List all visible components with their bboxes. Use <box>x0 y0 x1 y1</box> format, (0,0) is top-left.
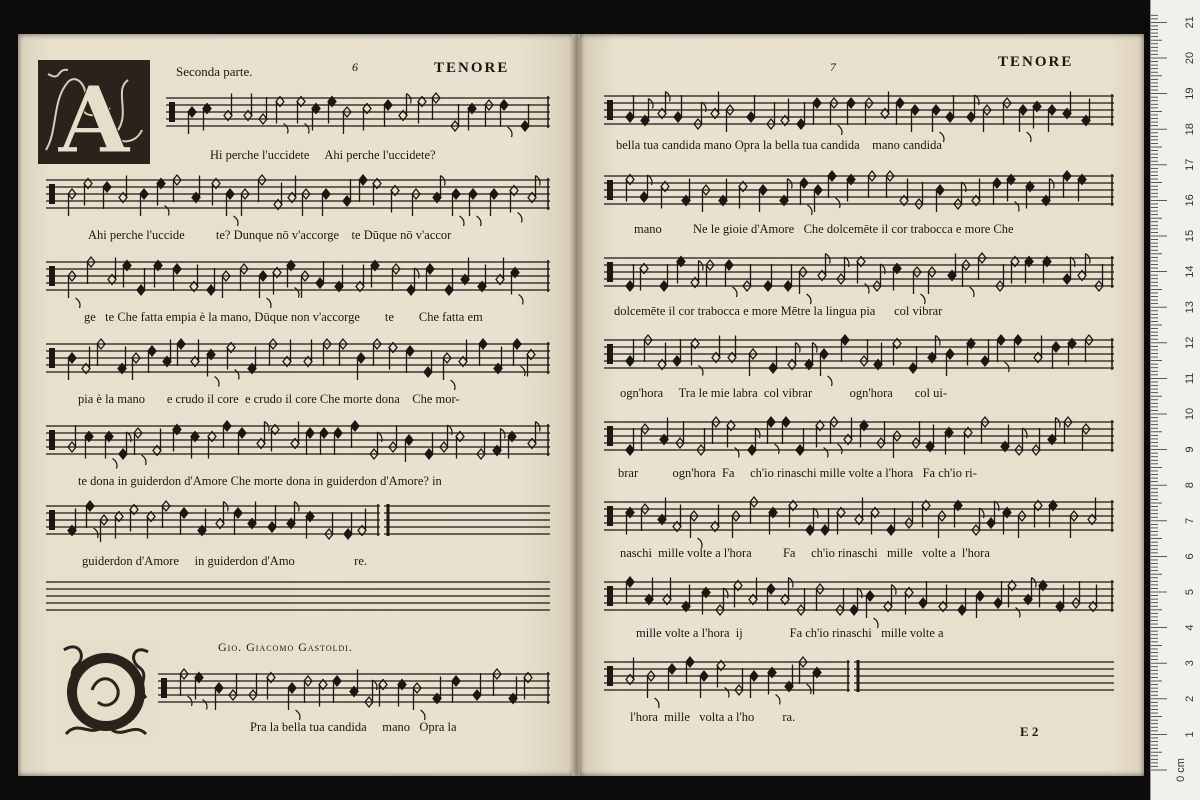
clef-mark <box>161 678 167 698</box>
lyric-line: guiderdon d'Amore in guiderdon d'Amo re. <box>82 554 368 568</box>
ruler-number: 2 <box>1184 695 1196 702</box>
ruler-number: 16 <box>1184 194 1196 207</box>
clef-mark <box>49 266 55 286</box>
note <box>767 584 775 594</box>
note <box>479 339 487 349</box>
note <box>68 353 76 363</box>
voice-label-left: TENORE <box>434 60 510 76</box>
note <box>119 449 127 459</box>
ruler-number: 21 <box>1184 16 1196 29</box>
lyric-line: Hi perche l'uccidete Ahi perche l'uccidete? <box>210 148 436 162</box>
ruler-number: 13 <box>1184 301 1196 314</box>
note <box>626 112 634 122</box>
note <box>936 185 944 195</box>
note <box>821 525 829 535</box>
note <box>384 100 392 110</box>
ruler-number: 9 <box>1184 446 1196 453</box>
note <box>850 605 858 615</box>
note <box>946 349 954 359</box>
note <box>796 445 804 455</box>
lyric-line: naschi mille volte a l'hora Fa ch'io rinaschi mille volte a l'hora <box>620 546 990 560</box>
note <box>137 285 145 295</box>
lyric-line: ge te Che fatta empia è la mano, Dūque non v'accorge te Che fatta em <box>84 310 483 324</box>
note <box>673 356 681 366</box>
note <box>215 683 223 693</box>
note <box>452 676 460 686</box>
initial-a-icon <box>38 60 150 164</box>
clef-mark <box>49 184 55 204</box>
lyric-line: brar ogn'hora Fa ch'io rinaschi mille volte a l'hora Fa ch'io ri- <box>618 466 977 480</box>
clef-mark <box>49 510 55 530</box>
note <box>660 281 668 291</box>
note <box>513 339 521 349</box>
lyric-line: l'hora mille volta a l'ho ra. <box>630 710 796 724</box>
note <box>234 508 242 518</box>
staff-r6 <box>604 497 1114 548</box>
staff-r7 <box>604 577 1114 628</box>
composer-name: Gio. Giacomo Gastoldi. <box>218 640 353 654</box>
note <box>407 285 415 295</box>
note <box>967 112 975 122</box>
note <box>424 367 432 377</box>
staff-r8-empty <box>854 662 1114 690</box>
lyric-line: Pra la bella tua candida mano Opra la <box>250 720 457 734</box>
staff-empty <box>46 582 550 610</box>
staff-2 <box>46 175 550 226</box>
ruler-number: 12 <box>1184 336 1196 349</box>
note <box>764 281 772 291</box>
note <box>177 339 185 349</box>
note <box>626 445 634 455</box>
note <box>1019 105 1027 115</box>
ruler-number: 15 <box>1184 229 1196 243</box>
lyric-line: mille volte a l'hora ij Fa ch'io rinaschi mille volte a <box>636 626 944 640</box>
note <box>784 281 792 291</box>
note <box>405 435 413 445</box>
staff-4 <box>46 339 550 390</box>
note <box>896 98 904 108</box>
note <box>148 346 156 356</box>
clef-mark <box>607 344 613 364</box>
note <box>334 428 342 438</box>
ruler-number: 18 <box>1184 123 1196 136</box>
note <box>425 449 433 459</box>
ruler-number: 8 <box>1184 482 1196 489</box>
note <box>140 189 148 199</box>
note <box>207 285 215 295</box>
note <box>911 105 919 115</box>
ruler-number: 14 <box>1184 265 1196 278</box>
note <box>797 119 805 129</box>
note <box>1014 335 1022 345</box>
note <box>333 676 341 686</box>
clef-mark <box>607 506 613 526</box>
decorated-initial-a <box>38 60 150 164</box>
clef-mark <box>169 102 175 122</box>
note <box>406 346 414 356</box>
note <box>750 671 758 681</box>
lyric-line: Ahi perche l'uccide te? Dunque nō v'accorge te Dūque nō v'accor <box>88 228 452 242</box>
ruler-ticks <box>1151 0 1200 800</box>
staff-7 <box>158 669 550 720</box>
note <box>946 112 954 122</box>
right-page <box>580 34 1144 776</box>
note <box>909 363 917 373</box>
note <box>748 445 756 455</box>
note <box>445 285 453 295</box>
lyric-line: ogn'hora Tra le mie labra col vibrar ogn'hora col ui- <box>620 386 948 400</box>
note <box>351 421 359 431</box>
signature-mark: E 2 <box>1020 724 1039 739</box>
note <box>987 518 995 528</box>
staff-5 <box>46 421 550 469</box>
note <box>322 189 330 199</box>
note <box>316 278 324 288</box>
note <box>1048 105 1056 115</box>
clef-mark <box>49 348 55 368</box>
note <box>759 185 767 195</box>
left-page <box>18 34 574 776</box>
ruler-number: 20 <box>1184 51 1196 65</box>
note <box>344 529 352 539</box>
clef-mark <box>607 426 613 446</box>
ruler-number: 1 <box>1184 731 1196 738</box>
note <box>828 171 836 181</box>
clef-mark <box>607 262 613 282</box>
ruler-number: 10 <box>1184 407 1196 421</box>
note <box>359 175 367 185</box>
header-seconda-parte: Seconda parte. <box>176 64 253 79</box>
note <box>993 178 1001 188</box>
ruler-number: 5 <box>1184 588 1196 596</box>
note <box>841 335 849 345</box>
staff-r3 <box>604 253 1114 304</box>
note <box>800 178 808 188</box>
note <box>976 591 984 601</box>
note <box>226 189 234 199</box>
note <box>180 508 188 518</box>
note <box>173 264 181 274</box>
ruler-number: 4 <box>1184 624 1196 631</box>
note <box>452 189 460 199</box>
ruler-number: 6 <box>1184 553 1196 560</box>
note <box>343 196 351 206</box>
lyric-line: pia è la mano e crudo il core e crudo il core Che morte dona Che mor- <box>78 392 460 406</box>
note <box>223 421 231 431</box>
note <box>866 591 874 601</box>
note <box>640 192 648 202</box>
note <box>674 112 682 122</box>
note <box>188 107 196 117</box>
note <box>747 112 755 122</box>
note <box>259 271 267 281</box>
note <box>997 335 1005 345</box>
staff-r5 <box>604 417 1114 458</box>
note <box>626 577 634 587</box>
note <box>426 264 434 274</box>
note <box>700 671 708 681</box>
note <box>1063 171 1071 181</box>
staff-1 <box>166 93 550 137</box>
note <box>469 189 477 199</box>
staff-r1 <box>604 92 1114 143</box>
note <box>103 182 111 192</box>
note <box>320 428 328 438</box>
note <box>500 100 508 110</box>
note <box>806 525 814 535</box>
page-number-right: 7 <box>830 60 836 74</box>
note <box>782 417 790 427</box>
note <box>813 98 821 108</box>
ruler-number: 11 <box>1184 372 1196 385</box>
decorated-initial-o <box>58 640 154 742</box>
note <box>958 605 966 615</box>
ruler-number: 17 <box>1184 158 1196 171</box>
note <box>769 363 777 373</box>
voice-label-right: TENORE <box>998 54 1074 70</box>
lyric-line: bella tua candida mano Opra la bella tua candida mano candida <box>616 138 942 152</box>
note <box>932 105 940 115</box>
ruler-number: 7 <box>1184 517 1196 524</box>
ruler-number: 19 <box>1184 87 1196 100</box>
note <box>1063 274 1071 284</box>
note <box>994 598 1002 608</box>
lyric-line: te dona in guiderdon d'Amore Che morte dona in guiderdon d'Amore? in <box>78 474 442 488</box>
clef-mark <box>607 666 613 686</box>
note <box>686 657 694 667</box>
note <box>490 189 498 199</box>
ruler-number: 3 <box>1184 660 1196 667</box>
note <box>238 428 246 438</box>
staff-r8 <box>604 657 850 708</box>
clef-mark <box>49 430 55 450</box>
staff-r2 <box>604 171 1114 215</box>
note <box>814 185 822 195</box>
staff-6 <box>46 501 380 542</box>
clef-mark <box>607 586 613 606</box>
note <box>626 281 634 291</box>
staff-6-empty <box>384 506 550 534</box>
note <box>668 664 676 674</box>
note <box>820 349 828 359</box>
note <box>288 683 296 693</box>
initial-o-icon <box>58 640 154 742</box>
note <box>847 98 855 108</box>
note <box>306 428 314 438</box>
measurement-ruler <box>1150 0 1200 800</box>
clef-mark <box>607 180 613 200</box>
note <box>473 690 481 700</box>
lyric-line: dolcemēte il cor trabocca e more Mētre la lingua pia col vibrar <box>614 304 943 318</box>
staff-r4 <box>604 335 1114 386</box>
note <box>521 121 529 131</box>
ruler-unit-label: 0 cm <box>1174 758 1187 782</box>
clef-mark <box>607 100 613 120</box>
note <box>887 525 895 535</box>
note <box>919 598 927 608</box>
note <box>626 356 634 366</box>
note <box>1052 342 1060 352</box>
note <box>86 501 94 511</box>
note <box>981 356 989 366</box>
note <box>357 353 365 363</box>
page-number-left: 6 <box>352 60 358 74</box>
lyric-line: mano Ne le gioie d'Amore Che dolcemēte il cor trabocca e more Che <box>634 222 1014 236</box>
note <box>268 522 276 532</box>
svg-text:A: A <box>58 66 130 164</box>
note <box>725 260 733 270</box>
staff-3 <box>46 257 550 308</box>
note <box>767 417 775 427</box>
